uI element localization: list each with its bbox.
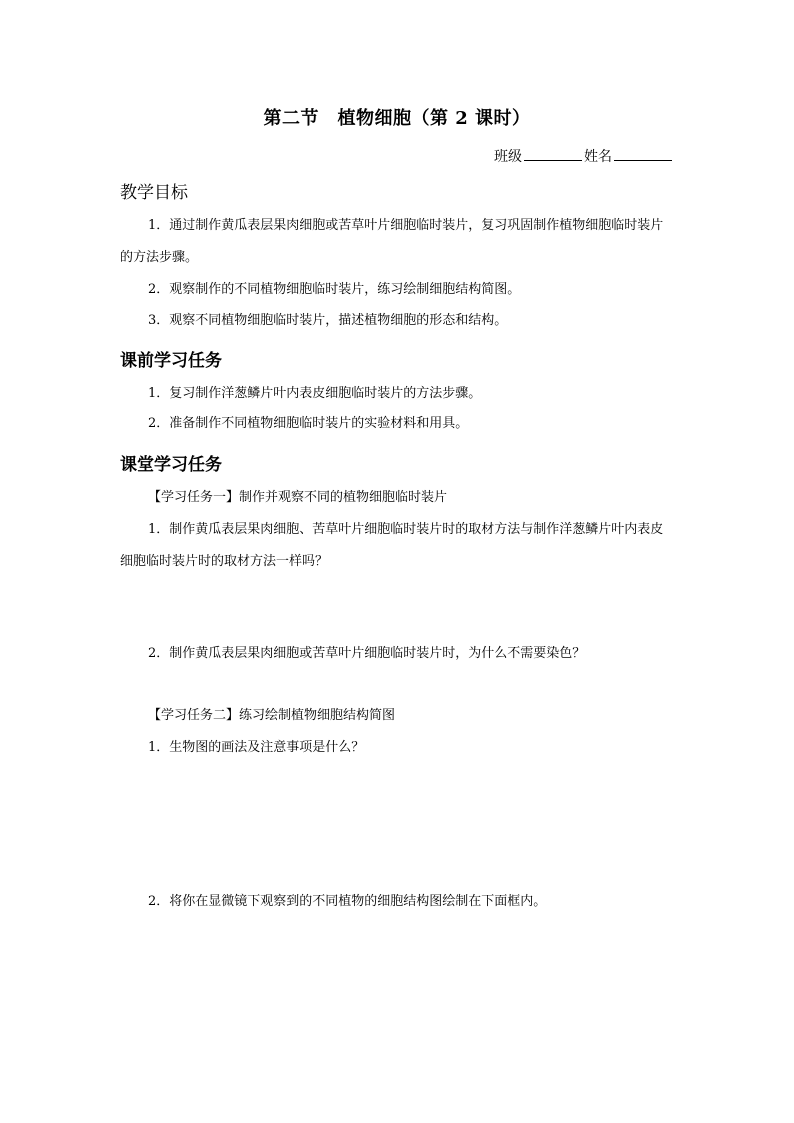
objective-item-3: 3．观察不同植物细胞临时装片，描述植物细胞的形态和结构。 (148, 313, 508, 328)
student-info-line (494, 146, 674, 166)
inclass-heading: 课堂学习任务 (120, 455, 222, 475)
page-title: 第二节 植物细胞（第 2 课时） (263, 108, 531, 129)
task1-question-2: 2．制作黄瓜表层果肉细胞或苦草叶片细胞临时装片时，为什么不需要染色？ (148, 646, 586, 661)
objective-item-1: 1．通过制作黄瓜表层果肉细胞或苦草叶片细胞临时装片，复习巩固制作植物细胞临时装片的方法步骤。 (120, 218, 664, 265)
task2-title: 【学习任务二】练习绘制植物细胞结构简图 (148, 708, 396, 723)
name-label: 姓名 (584, 149, 612, 165)
task1-question-1: 1．制作黄瓜表层果肉细胞、苦草叶片细胞临时装片时的取材方法与制作洋葱鳞片叶内表皮细胞临时装片时的取材方法一样吗？ (120, 522, 664, 569)
name-blank[interactable] (614, 146, 672, 161)
task2-question-2: 2．将你在显微镜下观察到的不同植物的细胞结构图绘制在下面框内。 (148, 894, 547, 909)
task1-title: 【学习任务一】制作并观察不同的植物细胞临时装片 (148, 490, 448, 505)
preclass-item-2: 2．准备制作不同植物细胞临时装片的实验材料和用具。 (148, 416, 469, 431)
preclass-heading: 课前学习任务 (120, 351, 222, 371)
objectives-heading: 教学目标 (120, 183, 188, 203)
class-label: 班级 (494, 149, 522, 165)
preclass-item-1: 1．复习制作洋葱鳞片叶内表皮细胞临时装片的方法步骤。 (148, 386, 482, 401)
class-blank[interactable] (524, 146, 582, 161)
task2-question-1: 1．生物图的画法及注意事项是什么？ (148, 740, 365, 755)
objective-item-2: 2．观察制作的不同植物细胞临时装片，练习绘制细胞结构简图。 (148, 282, 521, 297)
